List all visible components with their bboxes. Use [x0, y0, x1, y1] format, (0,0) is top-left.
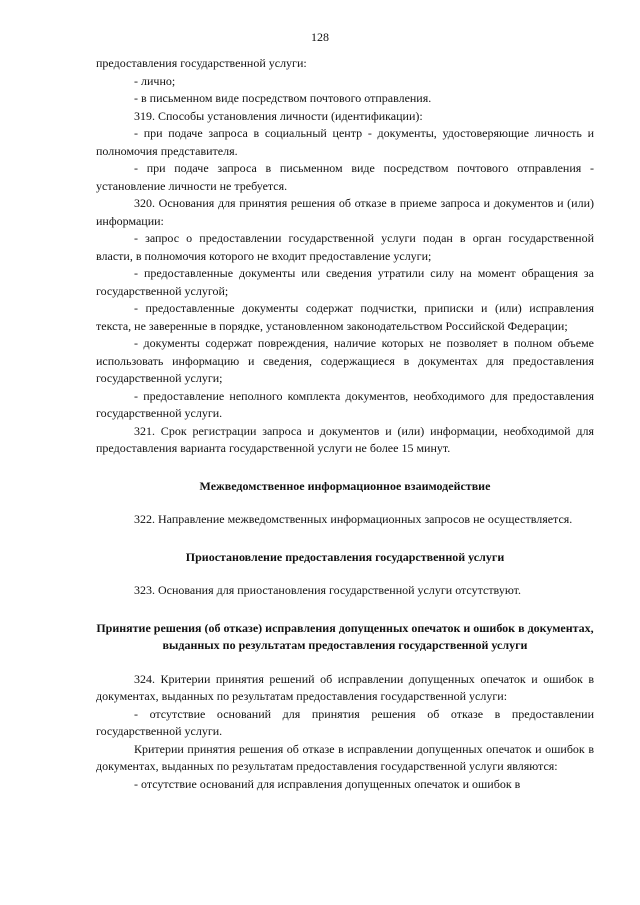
document-body	[96, 55, 594, 793]
list-item: - при подаче запроса в социальный центр - документы, удостоверяющие личность и полномочия представителя.	[96, 126, 594, 158]
section-heading: Приостановление предоставления государственной услуги	[185, 549, 505, 564]
list-item: - предоставленные документы или сведения утратили силу на момент обращения за государственной услугой;	[96, 266, 594, 298]
list-item: - предоставление неполного комплекта документов, необходимого для предоставления государственной услуги.	[96, 388, 594, 420]
list-item: - в письменном виде посредством почтового отправления.	[134, 91, 432, 105]
paragraph: 323. Основания для приостановления государственной услуги отсутствуют.	[134, 583, 521, 597]
list-item: - отсутствие оснований для принятия решения об отказе в предоставлении государственной услуги.	[96, 706, 594, 738]
list-item: - лично;	[134, 73, 176, 88]
paragraph: 322. Направление межведомственных информационных запросов не осуществляется.	[134, 512, 573, 526]
paragraph: 319. Способы установления личности (идентификации):	[134, 108, 423, 123]
list-item: - при подаче запроса в письменном виде посредством почтового отправления - установление личности не требуется.	[96, 161, 594, 193]
list-item: - документы содержат повреждения, наличие которых не позволяет в полном объеме использовать информацию и сведения, содержащиеся в документах для предоставления государственной услуги;	[96, 336, 594, 385]
section-heading: Межведомственное информационное взаимодействие	[199, 478, 491, 493]
paragraph: 320. Основания для принятия решения об отказе в приеме запроса и документов и (или) информации:	[96, 196, 594, 228]
paragraph: 324. Критерии принятия решений об исправлении допущенных опечаток и ошибок в документах, выданных по результатам предоставления государственной услуги:	[96, 671, 594, 703]
page-number: 128	[311, 30, 329, 44]
paragraph: предоставления государственной услуги:	[96, 56, 307, 70]
list-item: - предоставленные документы содержат подчистки, приписки и (или) исправления текста, не заверенные в порядке, установленном законодательством Российской Федерации;	[96, 301, 594, 333]
paragraph: Критерии принятия решения об отказе в исправлении допущенных опечаток и ошибок в документах, выданных по результатам предоставления государственной услуги являются:	[96, 741, 594, 773]
list-item: - запрос о предоставлении государственной услуги подан в орган государственной власти, в полномочия которого не входит предоставление услуги;	[96, 231, 594, 263]
section-heading: Принятие решения (об отказе) исправления допущенных опечаток и ошибок в документах, выданных по результатам предоставления государственной услуги	[96, 620, 594, 652]
paragraph: 321. Срок регистрации запроса и документов и (или) информации, необходимой для предоставления варианта государственной услуги не более 15 минут.	[96, 423, 594, 455]
list-item: - отсутствие оснований для исправления допущенных опечаток и ошибок в	[134, 776, 521, 791]
